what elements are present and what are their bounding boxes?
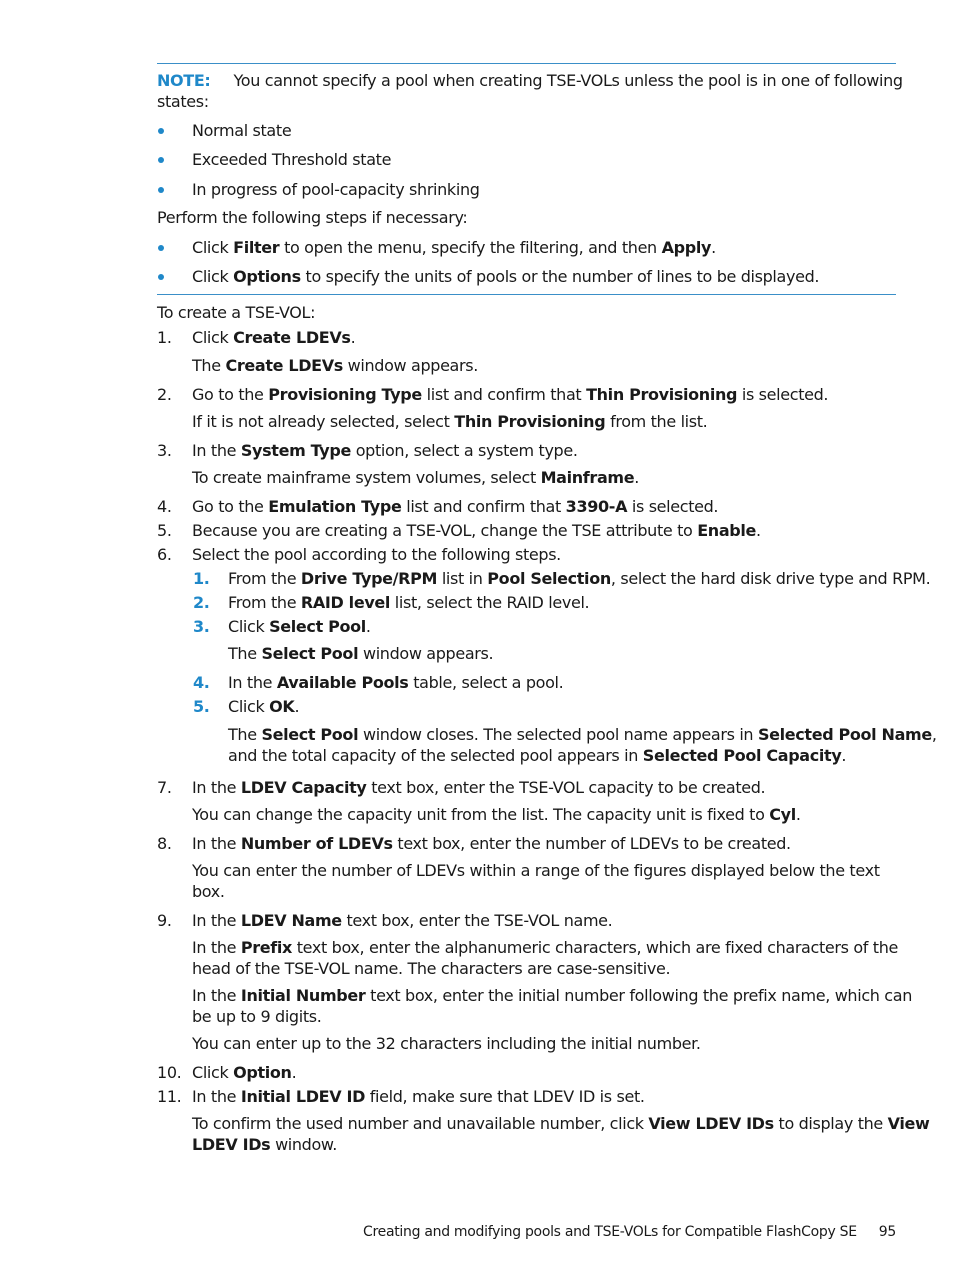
bullet-icon bbox=[157, 266, 169, 287]
bullet-icon bbox=[157, 179, 169, 200]
note-bottom-rule bbox=[157, 294, 896, 295]
footer-title: Creating and modifying pools and TSE-VOLs for Compatible FlashCopy SE bbox=[363, 1224, 857, 1240]
note-label: NOTE: bbox=[157, 71, 211, 90]
perform-text: Perform the following steps if necessary: bbox=[157, 208, 468, 227]
note-line-1: NOTE: You cannot specify a pool when creating TSE-VOLs unless the pool is in one of following bbox=[157, 71, 903, 90]
intro-text: To create a TSE-VOL: bbox=[157, 303, 316, 322]
bullet-icon bbox=[157, 149, 169, 170]
page-number: 95 bbox=[878, 1224, 896, 1240]
bullet-icon bbox=[157, 237, 169, 258]
note-line-2: states: bbox=[157, 92, 209, 111]
note-top-rule bbox=[157, 63, 896, 64]
bullet-icon bbox=[157, 120, 169, 141]
page-footer bbox=[363, 1222, 896, 1242]
